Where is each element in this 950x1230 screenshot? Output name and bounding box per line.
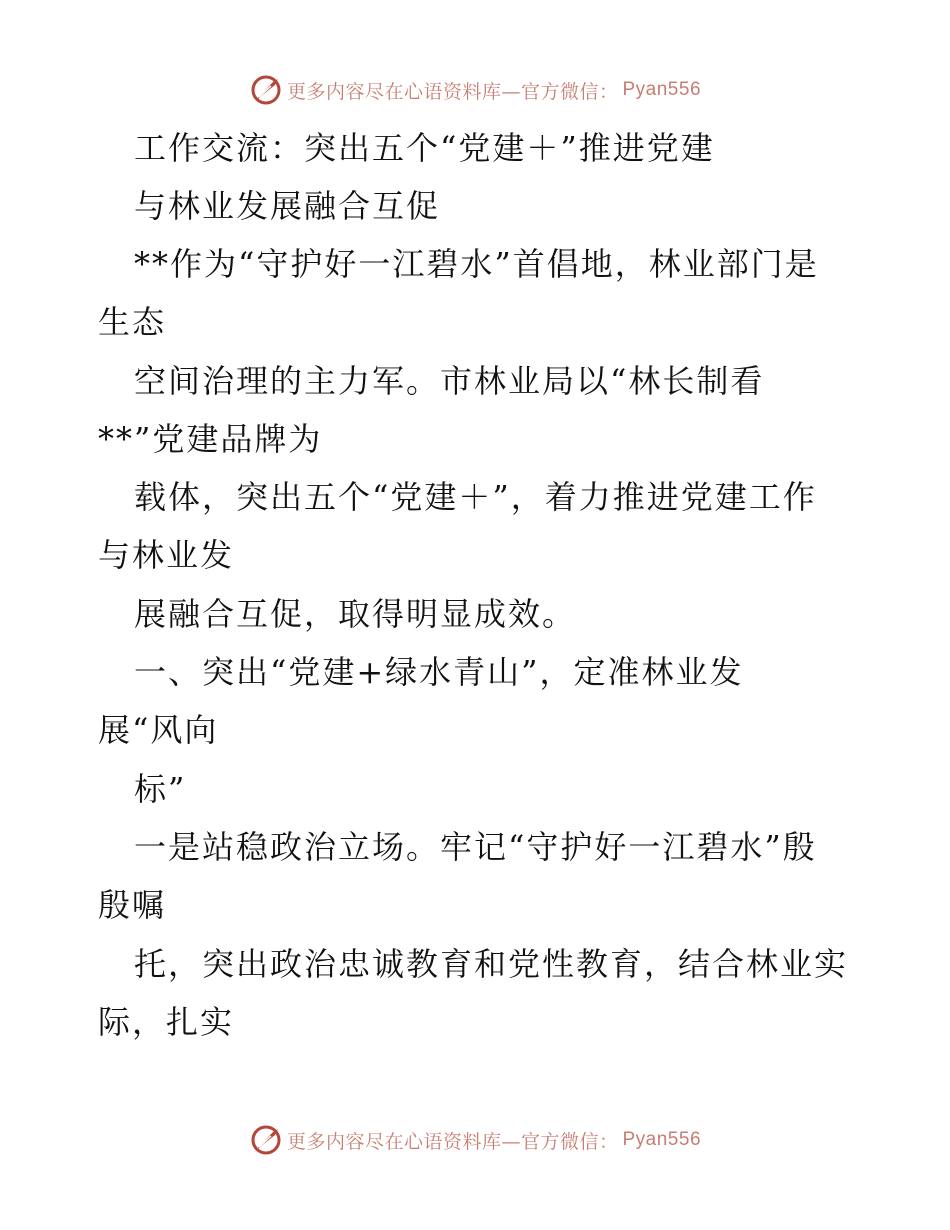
banner-text: 更多内容尽在心语资料库—官方微信： [286, 1130, 619, 1153]
banner-wechat-id: Pyan556 [622, 79, 702, 100]
quill-logo-icon [249, 73, 283, 107]
banner-text: 更多内容尽在心语资料库—官方微信： [286, 80, 619, 103]
banner-wechat-id: Pyan556 [622, 1129, 702, 1150]
quill-logo-icon [249, 1123, 283, 1157]
paragraph-line: **”党建品牌为 [98, 420, 323, 458]
section-heading-line: 标” [134, 770, 187, 808]
section-heading-line: 一、突出“党建+绿水青山”，定准林业发 [134, 653, 744, 691]
section-heading-line: 展“风向 [98, 711, 219, 749]
paragraph-line: 一是站稳政治立场。牢记“守护好一江碧水”殷 [134, 828, 817, 866]
paragraph-line: 托，突出政治忠诚教育和党性教育，结合林业实 [134, 945, 849, 983]
title-line-1: 工作交流：突出五个“党建＋”推进党建 [134, 129, 715, 167]
header-watermark-banner [0, 72, 950, 108]
paragraph-line: **作为“守护好一江碧水”首倡地，林业部门是 [134, 245, 819, 283]
paragraph-line: 空间治理的主力军。市林业局以“林长制看 [134, 362, 765, 400]
paragraph-line: 展融合互促，取得明显成效。 [134, 595, 577, 633]
paragraph-line: 殷嘱 [98, 886, 167, 924]
paragraph-line: 载体，突出五个“党建＋”，着力推进党建工作 [134, 478, 817, 516]
paragraph-line: 与林业发 [98, 536, 235, 574]
footer-watermark-banner [0, 1122, 950, 1158]
paragraph-line: 生态 [98, 303, 167, 341]
title-line-2: 与林业发展融合互促 [134, 187, 441, 225]
paragraph-line: 际，扎实 [98, 1003, 235, 1041]
